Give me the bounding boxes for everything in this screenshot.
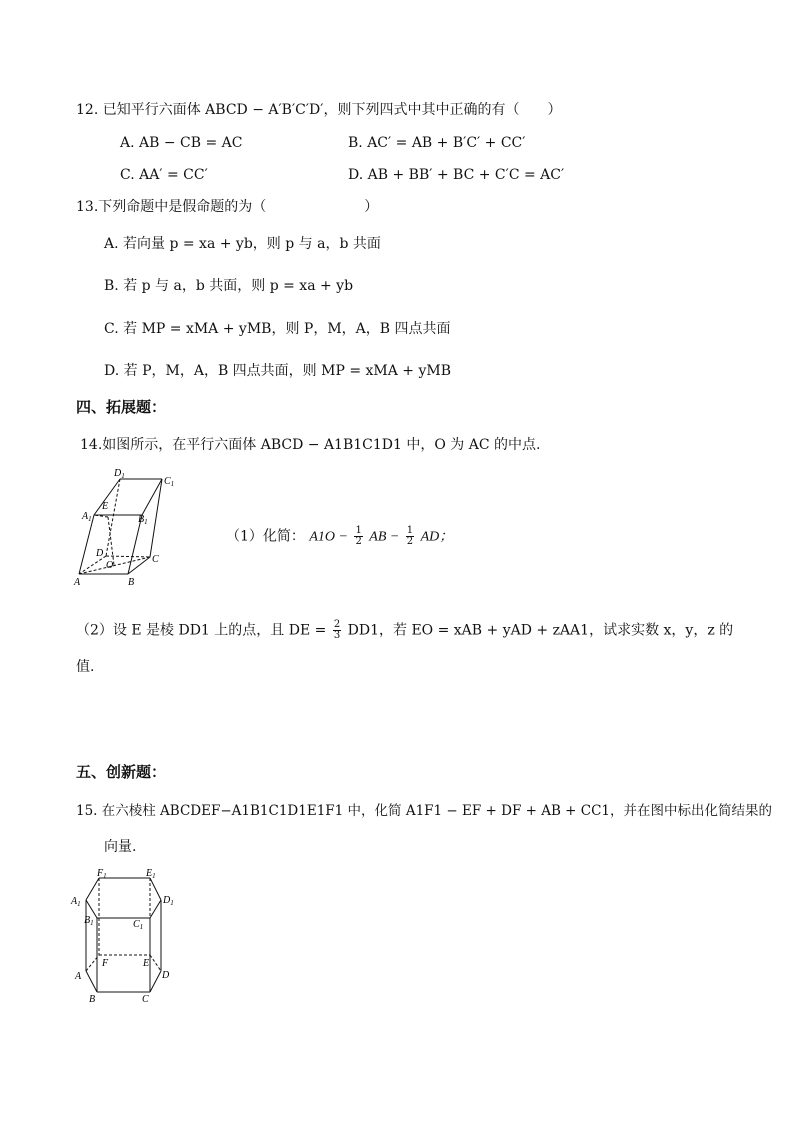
label-D: D <box>96 548 104 559</box>
q12-option-a: A. AB − CB = AC <box>120 135 243 151</box>
label-B1: $B_1$ <box>138 514 148 526</box>
q14-part2-b: DD1，若 EO = xAB + yAD + zAA1，试求实数 x，y，z 的 <box>347 622 734 639</box>
label-C1: $C_1$ <box>164 476 175 488</box>
label-O: O <box>106 560 114 571</box>
q14-stem: 14.如图所示，在平行六面体 ABCD − A1B1C1D1 中，O 为 AC 的中点. <box>80 437 541 453</box>
q15-stem-2: 向量. <box>104 839 137 855</box>
q13-option-b: B. 若 p 与 a，b 共面，则 p = xa + yb <box>104 278 354 294</box>
label-A: A <box>74 577 81 588</box>
section-5-title: 五、创新题： <box>76 763 167 781</box>
label-A-prism: A <box>75 971 82 982</box>
q14-part1-expr-c: AD； <box>420 529 454 545</box>
label-B: B <box>128 577 135 588</box>
label-D1-prism: $D_1$ <box>163 895 174 907</box>
label-C-prism: C <box>142 994 149 1005</box>
q12-stem: 12. 已知平行六面体 ABCD − A′B′C′D′，则下列四式中其中正确的有（ ） <box>76 102 562 118</box>
label-F1: $F_1$ <box>97 868 107 880</box>
q15-stem: 15. 在六棱柱 ABCDEF−A1B1C1D1E1F1 中，化简 A1F1 − EF + DF + AB + CC1，并在图中标出化简结果的 <box>76 803 773 819</box>
label-E1: $E_1$ <box>146 868 156 880</box>
q14-part1-prefix: （1）化简： <box>226 528 305 545</box>
label-F-prism: F <box>102 958 109 969</box>
q14-part2-end: 值. <box>76 659 95 675</box>
q13-option-a: A. 若向量 p = xa + yb，则 p 与 a，b 共面 <box>104 236 381 252</box>
q14-part2-a: （2）设 E 是棱 DD1 上的点，且 DE = <box>76 622 327 639</box>
q13-option-c: C. 若 MP = xMA + yMB，则 P，M，A，B 四点共面 <box>104 321 451 337</box>
label-B1-prism: $B_1$ <box>84 915 94 927</box>
label-A1-prism: $A_1$ <box>71 896 81 908</box>
q12-option-d: D. AB + BB′ + BC + C′C = AC′ <box>348 167 565 183</box>
q14-part2 <box>76 620 733 641</box>
label-C1-prism: $C_1$ <box>133 919 144 931</box>
hexagonal-prism-figure <box>66 866 186 1006</box>
label-E-prism: E <box>143 958 150 969</box>
q14-part1-frac-2: $\frac{1}{2}$ <box>406 525 414 547</box>
q12-option-c: C. AA′ = CC′ <box>120 167 208 183</box>
q14-part1-frac-1: $\frac{1}{2}$ <box>355 525 362 547</box>
label-D-prism: D <box>162 970 170 981</box>
parallelepiped-figure <box>72 464 182 594</box>
q13-stem: 13.下列命题中是假命题的为（ ） <box>76 199 379 215</box>
label-B-prism: B <box>89 994 96 1005</box>
q14-part1-expr-b: AB − <box>369 529 400 545</box>
label-C: C <box>152 554 159 565</box>
q14-part1-expr-a: A1O − <box>309 529 348 545</box>
label-D1: $D_1$ <box>114 468 125 480</box>
q12-option-b: B. AC′ = AB + B′C′ + CC′ <box>348 135 526 151</box>
q14-part1 <box>226 526 453 547</box>
label-A1: $A_1$ <box>82 511 92 523</box>
label-E: E <box>102 501 109 512</box>
q14-part2-frac: $\frac{2}{3}$ <box>333 619 341 641</box>
q13-option-d: D. 若 P，M，A，B 四点共面，则 MP = xMA + yMB <box>104 363 452 379</box>
section-4-title: 四、拓展题： <box>76 398 167 416</box>
